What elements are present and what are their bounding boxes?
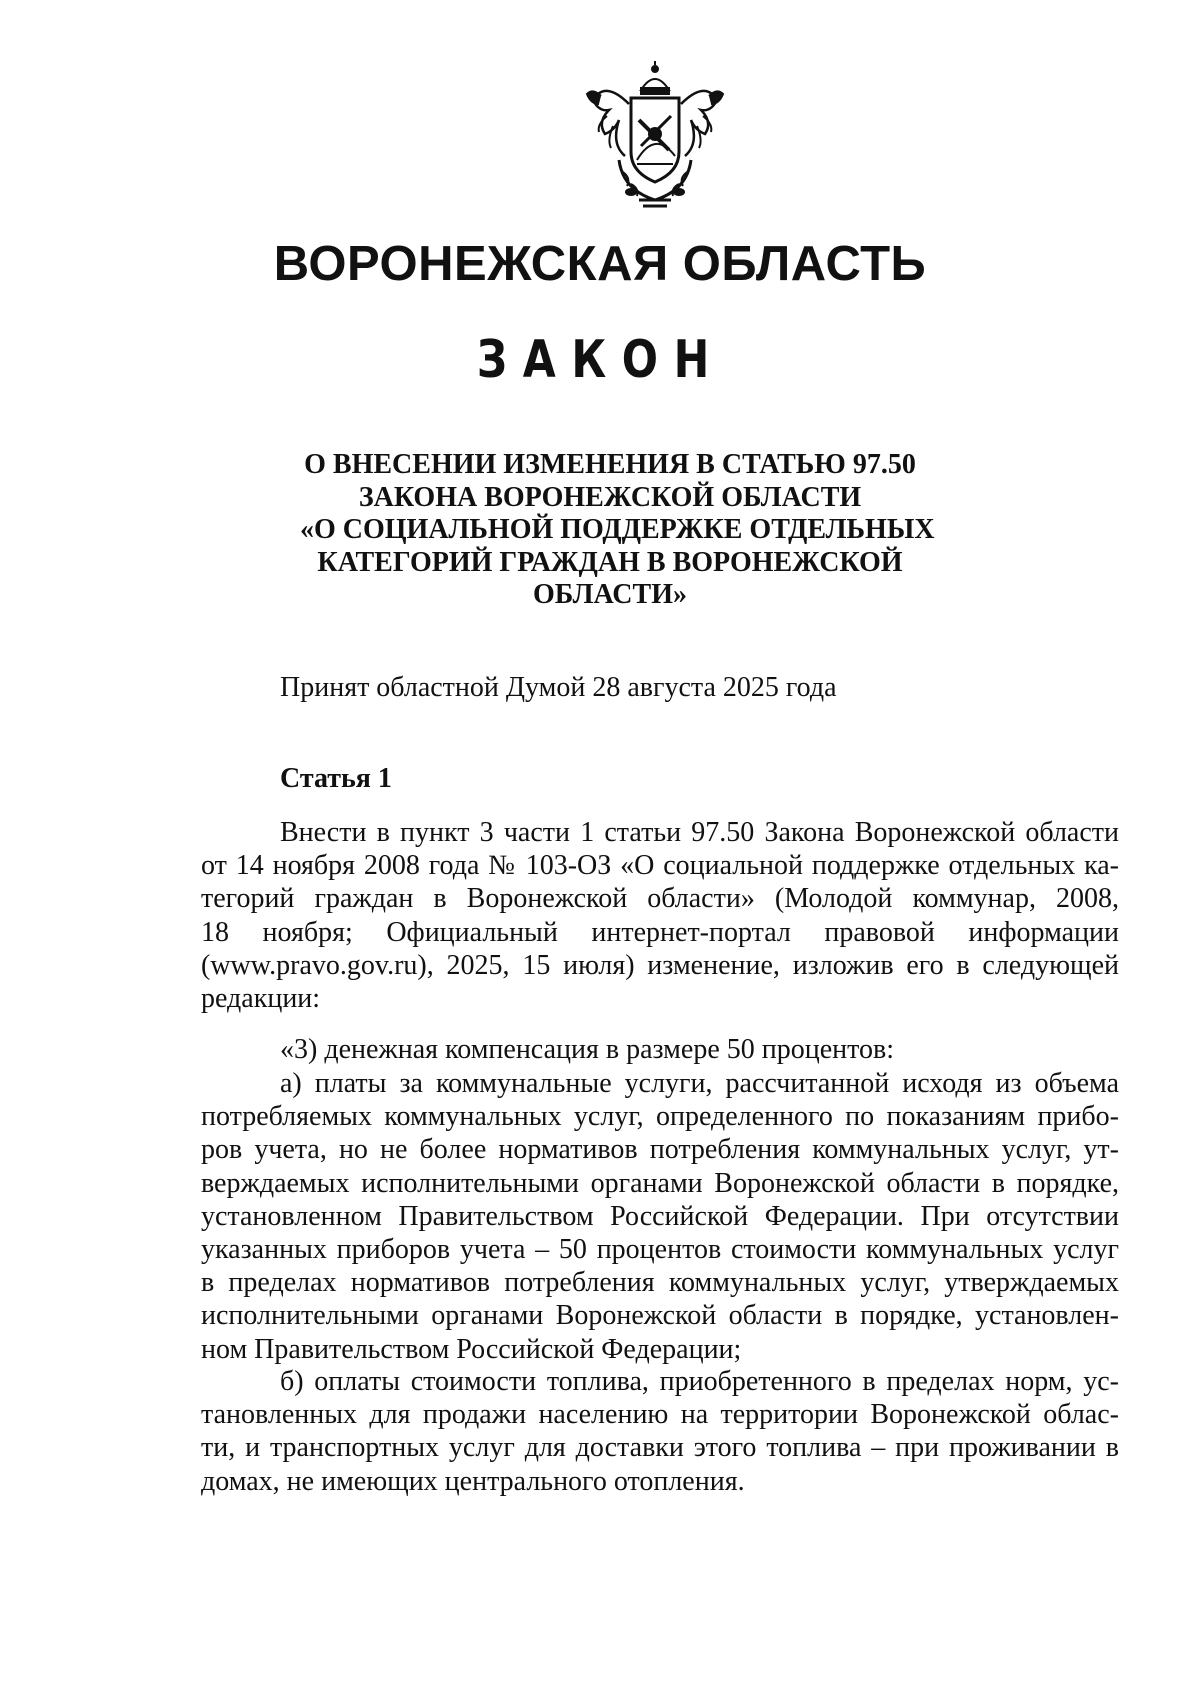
paragraph-line: ров учета, но не более нормативов потребления коммунальных услуг, ут- (201, 1134, 1119, 1166)
paragraph-line: (www.pravo.gov.ru), 2025, 15 июля) изменение, изложив его в следующей (201, 949, 1119, 981)
law-title-line: «О СОЦИАЛЬНОЙ ПОДДЕРЖКЕ ОТДЕЛЬНЫХ (300, 514, 935, 545)
law-title-line: ЗАКОНА ВОРОНЕЖСКОЙ ОБЛАСТИ (358, 481, 862, 513)
paragraph-line: указанных приборов учета – 50 процентов стоимости коммунальных услуг (201, 1234, 1119, 1266)
paragraph-line: в пределах нормативов потребления коммунальных услуг, утверждаемых (201, 1267, 1119, 1299)
paragraph-line: верждаемых исполнительными органами Воронежской области в порядке, (201, 1167, 1119, 1199)
paragraph-line: б) оплаты стоимости топлива, приобретенного в пределах норм, ус- (280, 1366, 1119, 1397)
paragraph-line: ти, и транспортных услуг для доставки этого топлива – при проживании в (201, 1432, 1119, 1464)
law-title-line: КАТЕГОРИЙ ГРАЖДАН В ВОРОНЕЖСКОЙ (317, 546, 903, 578)
item-a-paragraph (201, 1067, 1119, 1366)
article-heading: Статья 1 (280, 763, 392, 794)
law-title-line: ОБЛАСТИ» (533, 579, 687, 610)
quoted-point-intro: «3) денежная компенсация в размере 50 процентов: (280, 1034, 894, 1065)
article-intro-paragraph (201, 816, 1119, 1015)
adoption-date: Принят областной Думой 28 августа 2025 года (280, 672, 837, 703)
paragraph-line: потребляемых коммунальных услуг, определенного по показаниям прибо- (201, 1101, 1119, 1133)
item-b-paragraph (201, 1365, 1119, 1498)
coat-of-arms-icon (579, 60, 731, 210)
paragraph-line: редакции: (201, 983, 321, 1015)
law-title (300, 449, 935, 612)
paragraph-line: установленном Правительством Российской Федерации. При отсутствии (201, 1200, 1119, 1232)
paragraph-line: а) платы за коммунальные услуги, рассчитанной исходя из объема (280, 1068, 1119, 1099)
document-type: ЗАКОН (476, 330, 725, 390)
paragraph-line: тегорий граждан в Воронежской области» (Молодой коммунар, 2008, (201, 883, 1119, 915)
law-title-line: О ВНЕСЕНИИ ИЗМЕНЕНИЯ В СТАТЬЮ 97.50 (304, 449, 916, 480)
region-title: ВОРОНЕЖСКАЯ ОБЛАСТЬ (273, 237, 927, 291)
paragraph-line: исполнительными органами Воронежской области в порядке, установлен- (201, 1300, 1119, 1332)
paragraph-line: Внести в пункт 3 части 1 статьи 97.50 Закона Воронежской области (280, 817, 1119, 848)
paragraph-line: 18 ноября; Официальный интернет-портал правовой информации (201, 916, 1119, 948)
paragraph-line: ном Правительством Российской Федерации; (201, 1333, 742, 1365)
paragraph-line: тановленных для продажи населению на территории Воронежской облас- (201, 1399, 1119, 1431)
paragraph-line: домах, не имеющих центрального отопления. (201, 1465, 745, 1497)
paragraph-line: от 14 ноября 2008 года № 103-ОЗ «О социальной поддержке отдельных ка- (201, 850, 1119, 882)
